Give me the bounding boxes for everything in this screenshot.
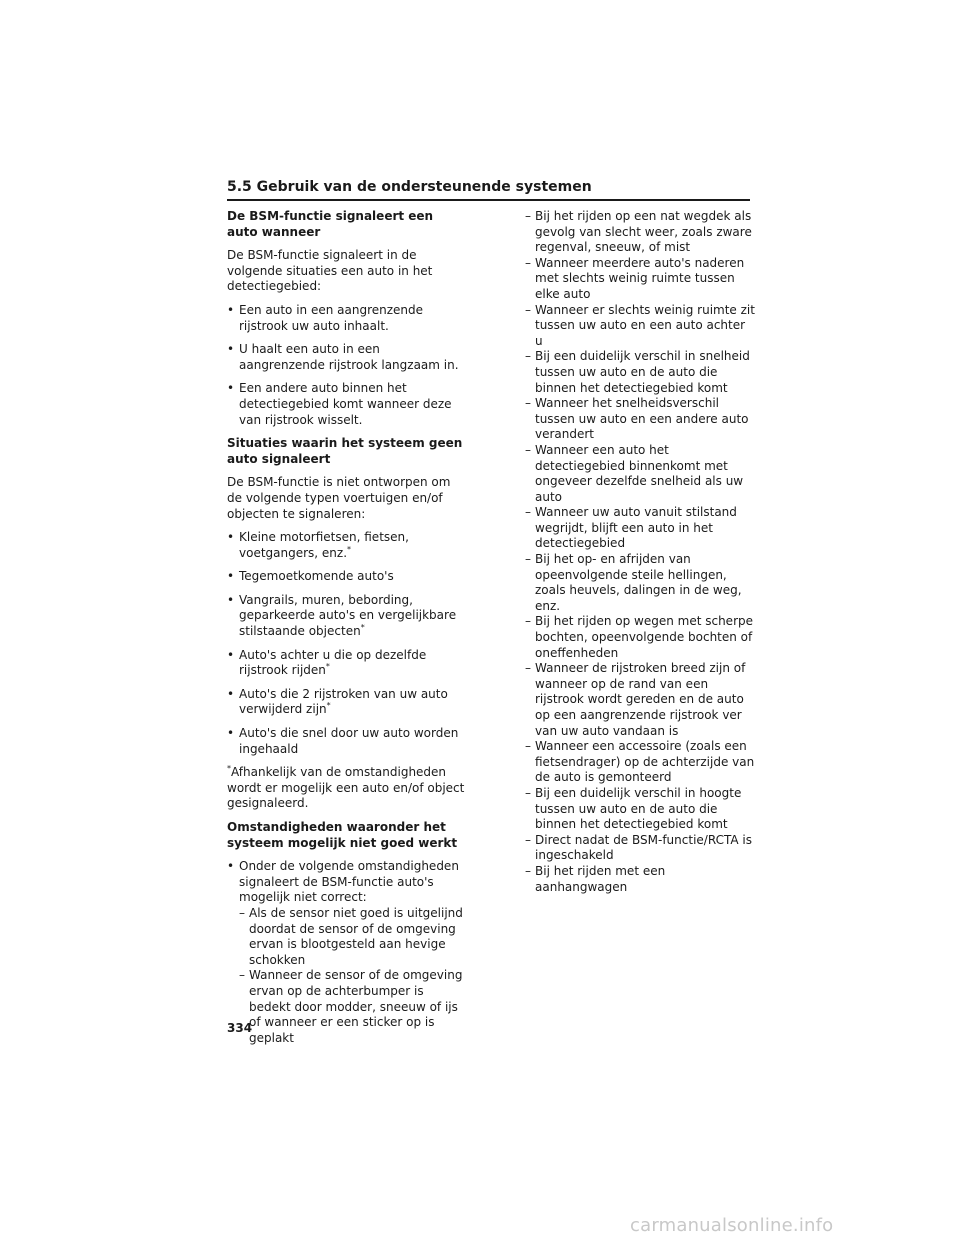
bullet-mark: •: [227, 302, 235, 317]
sub-list-item-text: Wanneer de rijstroken breed zijn of wanneer op de rand van een rijstrook wordt gereden en de auto op een aangrenzende rijstrook ver van uw auto vandaan is: [535, 661, 746, 738]
list-item-text: Vangrails, muren, bebording, geparkeerde auto's en vergelijkbare stilstaande objecten: [239, 592, 457, 639]
list-item: [227, 859, 467, 1046]
dash-mark: –: [525, 396, 531, 411]
dash-mark: –: [525, 255, 531, 270]
sub-list-item-text: Wanneer het snelheidsverschil tussen uw auto en een andere auto verandert: [535, 396, 749, 442]
page-number: 334: [227, 1021, 253, 1035]
dash-mark: –: [525, 614, 531, 629]
bullet-mark: •: [227, 686, 235, 701]
dash-mark: –: [525, 209, 531, 223]
list-item-text: U haalt een auto in een aangrenzende rijstrook langzaam in.: [239, 342, 459, 372]
dash-mark: –: [239, 968, 245, 983]
dash-mark: –: [525, 739, 531, 754]
footnote: [227, 765, 467, 812]
header-rule: [227, 199, 750, 201]
list-item: [227, 303, 467, 334]
list-item: [227, 569, 467, 585]
dash-mark: –: [525, 832, 531, 847]
bullet-mark: •: [227, 647, 235, 662]
list-item-text: Tegemoetkomende auto's: [239, 569, 394, 584]
sub-list-item: [525, 614, 755, 661]
heading-bsm-signals: De BSM-functie signaleert een auto wanneer: [227, 209, 434, 239]
sub-list-item: [525, 739, 755, 786]
sub-list-item-text: Bij een duidelijk verschil in snelheid tussen uw auto en de auto die binnen het detectiegebied komt: [535, 349, 750, 395]
sub-list-item-text: Bij het op- en afrijden van opeenvolgende steile hellingen, zoals heuvels, dalingen in de weg, enz.: [535, 552, 742, 613]
list-item: [227, 381, 467, 428]
undetected-objects-list: [227, 530, 467, 757]
dash-mark: –: [239, 905, 245, 920]
footnote-star: *: [326, 701, 331, 711]
dash-mark: –: [525, 349, 531, 364]
list-item: [227, 726, 467, 757]
sub-list-item: [525, 303, 755, 350]
footnote-text: Afhankelijk van de omstandigheden wordt er mogelijk een auto en/of object gesignaleerd.: [227, 765, 465, 811]
footnote-star: *: [325, 662, 330, 672]
list-item-text: Een andere auto binnen het detectiegebied komt wanneer deze van rijstrook wisselt.: [239, 381, 452, 427]
dash-mark: –: [525, 302, 531, 317]
sub-list-item-text: Wanneer meerdere auto's naderen met slechts weinig ruimte tussen elke auto: [535, 255, 745, 301]
sub-list-item-text: Bij een duidelijk verschil in hoogte tussen uw auto en de auto die binnen het detectiegebied komt: [535, 785, 742, 832]
bullet-mark: •: [227, 726, 235, 741]
bullet-mark: •: [227, 342, 235, 357]
list-item: [227, 648, 467, 679]
sub-list-item-text: Als de sensor niet goed is uitgelijnd doordat de sensor of de omgeving ervan is blootgesteld aan hevige schokken: [249, 905, 463, 967]
sub-list-item: [525, 552, 755, 614]
left-column: [227, 209, 467, 1054]
sub-list-item: [525, 864, 755, 895]
sub-list-item: [525, 256, 755, 303]
sub-list-item: [525, 396, 755, 443]
sub-list-item-text: Wanneer er slechts weinig ruimte zit tussen uw auto en een auto achter u: [535, 302, 755, 348]
heading-may-not-work: Omstandigheden waaronder het systeem mogelijk niet goed werkt: [227, 820, 458, 850]
dash-mark: –: [525, 785, 531, 800]
sub-conditions-list: [239, 906, 467, 1046]
sub-list-item-text: Bij het rijden op wegen met scherpe bochten, opeenvolgende bochten of oneffenheden: [535, 614, 753, 660]
sub-list-item: [525, 209, 755, 256]
sub-list-item-text: Direct nadat de BSM-functie/RCTA is ingeschakeld: [535, 832, 752, 863]
signal-situations-list: [227, 303, 467, 428]
sub-list-item: [525, 443, 755, 505]
sub-list-item: [525, 661, 755, 739]
dash-mark: –: [525, 442, 531, 457]
list-item: [227, 530, 467, 561]
sub-list-item-text: Wanneer een auto het detectiegebied binnenkomt met ongeveer dezelfde snelheid als uw auto: [535, 442, 744, 504]
sub-list-item: [525, 833, 755, 864]
bullet-mark: •: [227, 859, 235, 874]
sub-list-item-text: Bij het rijden met een aanhangwagen: [535, 863, 666, 894]
dash-mark: –: [525, 661, 531, 676]
list-item-text: Kleine motorfietsen, fietsen, voetgangers, enz.: [239, 530, 409, 560]
sub-list-item: [525, 349, 755, 396]
list-item-text: Auto's die 2 rijstroken van uw auto verwijderd zijn: [239, 686, 448, 717]
intro-bsm-signals: De BSM-functie signaleert in de volgende situaties een auto in het detectiegebied:: [227, 248, 433, 294]
sub-list-item-text: Wanneer de sensor of de omgeving ervan op de achterbumper is bedekt door modder, sneeuw of ijs of wanneer er een sticker op is geplakt: [249, 968, 463, 1045]
conditions-list: [227, 859, 467, 1046]
list-item-text: Auto's achter u die op dezelfde rijstrook rijden: [239, 647, 427, 678]
conditions-continued-list: [525, 209, 755, 895]
heading-no-signal: Situaties waarin het systeem geen auto signaleert: [227, 436, 463, 466]
sub-list-item-text: Wanneer een accessoire (zoals een fietsendrager) op de achterzijde van de auto is gemonteerd: [535, 739, 755, 785]
bullet-mark: •: [227, 569, 235, 584]
list-item-text: Auto's die snel door uw auto worden ingehaald: [239, 726, 459, 756]
list-item: [227, 687, 467, 718]
footnote-star: *: [360, 623, 365, 633]
dash-mark: –: [525, 863, 531, 878]
list-item: [227, 593, 467, 640]
right-column: [525, 209, 755, 895]
section-header: 5.5 Gebruik van de ondersteunende systemen: [227, 179, 592, 195]
footnote-star: *: [347, 544, 352, 554]
bullet-mark: •: [227, 592, 235, 607]
sub-list-item-text: Wanneer uw auto vanuit stilstand wegrijdt, blijft een auto in het detectiegebied: [535, 505, 737, 551]
list-item-text: Onder de volgende omstandigheden signaleert de BSM-functie auto's mogelijk niet correct:: [239, 859, 459, 905]
list-item: [227, 342, 467, 373]
dash-mark: –: [525, 552, 531, 567]
watermark: carmanualsonline.info: [630, 1215, 834, 1236]
list-item-text: Een auto in een aangrenzende rijstrook uw auto inhaalt.: [239, 302, 424, 333]
dash-mark: –: [525, 505, 531, 520]
bullet-mark: •: [227, 530, 235, 545]
sub-list-item: [525, 786, 755, 833]
sub-list-item: [239, 968, 467, 1046]
bullet-mark: •: [227, 381, 235, 396]
sub-list-item: [525, 505, 755, 552]
footnote-star: *: [227, 764, 231, 774]
sub-list-item: [239, 906, 467, 968]
sub-list-item-text: Bij het rijden op een nat wegdek als gevolg van slecht weer, zoals zware regenval, sneeuw, of mist: [535, 209, 752, 255]
intro-no-signal: De BSM-functie is niet ontworpen om de volgende typen voertuigen en/of objecten te signaleren:: [227, 475, 451, 521]
